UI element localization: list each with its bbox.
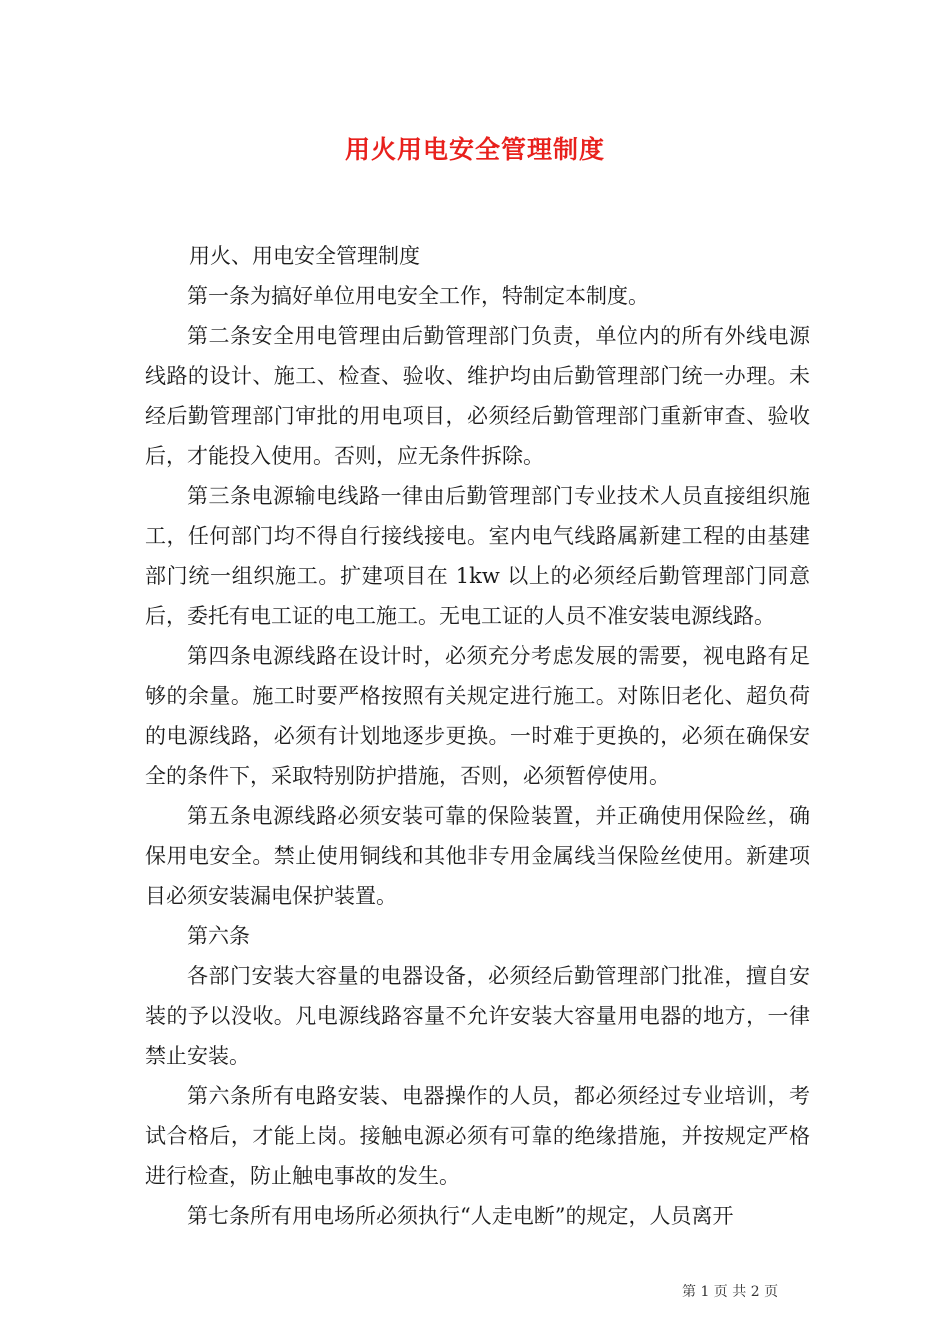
paragraph-article-5: 第五条电源线路必须安装可靠的保险装置，并正确使用保险丝，确保用电安全。禁止使用铜线和其他非专用金属线当保险丝使用。新建项目必须安装漏电保护装置。 (145, 804, 810, 908)
paragraph-article-3: 第三条电源输电线路一律由后勤管理部门专业技术人员直接组织施工，任何部门均不得自行接线接电。室内电气线路属新建工程的由基建部门统一组织施工。扩建项目在 1kw 以上的必须经后勤管理部门同意后，委托有电工证的电工施工。无电工证的人员不准安装电源线路。 (145, 484, 810, 628)
document-body (145, 236, 810, 1236)
paragraph-article-6-body: 各部门安装大容量的电器设备，必须经后勤管理部门批准，擅自安装的予以没收。凡电源线路容量不允许安装大容量用电器的地方，一律禁止安装。 (145, 964, 810, 1068)
paragraph-article-6b: 第六条所有电路安装、电器操作的人员，都必须经过专业培训，考试合格后，才能上岗。接触电源必须有可靠的绝缘措施，并按规定严格进行检查，防止触电事故的发生。 (145, 1084, 810, 1188)
paragraph-article-7: 第七条所有用电场所必须执行“人走电断”的规定，人员离开 (187, 1204, 734, 1228)
paragraph-article-1: 第一条为搞好单位用电安全工作，特制定本制度。 (187, 284, 649, 308)
page-number: 第 1 页 共 2 页 (682, 1284, 779, 1300)
paragraph-article-2: 第二条安全用电管理由后勤管理部门负责，单位内的所有外线电源线路的设计、施工、检查、验收、维护均由后勤管理部门统一办理。未经后勤管理部门审批的用电项目，必须经后勤管理部门重新审查、验收后，才能投入使用。否则，应无条件拆除。 (145, 324, 810, 468)
document-title: 用火用电安全管理制度 (344, 135, 605, 164)
paragraph-heading: 用火、用电安全管理制度 (189, 244, 420, 268)
paragraph-article-6-label: 第六条 (187, 924, 250, 948)
paragraph-article-4: 第四条电源线路在设计时，必须充分考虑发展的需要，视电路有足够的余量。施工时要严格按照有关规定进行施工。对陈旧老化、超负荷的电源线路，必须有计划地逐步更换。一时难于更换的，必须在确保安全的条件下，采取特别防护措施，否则，必须暂停使用。 (145, 644, 810, 788)
